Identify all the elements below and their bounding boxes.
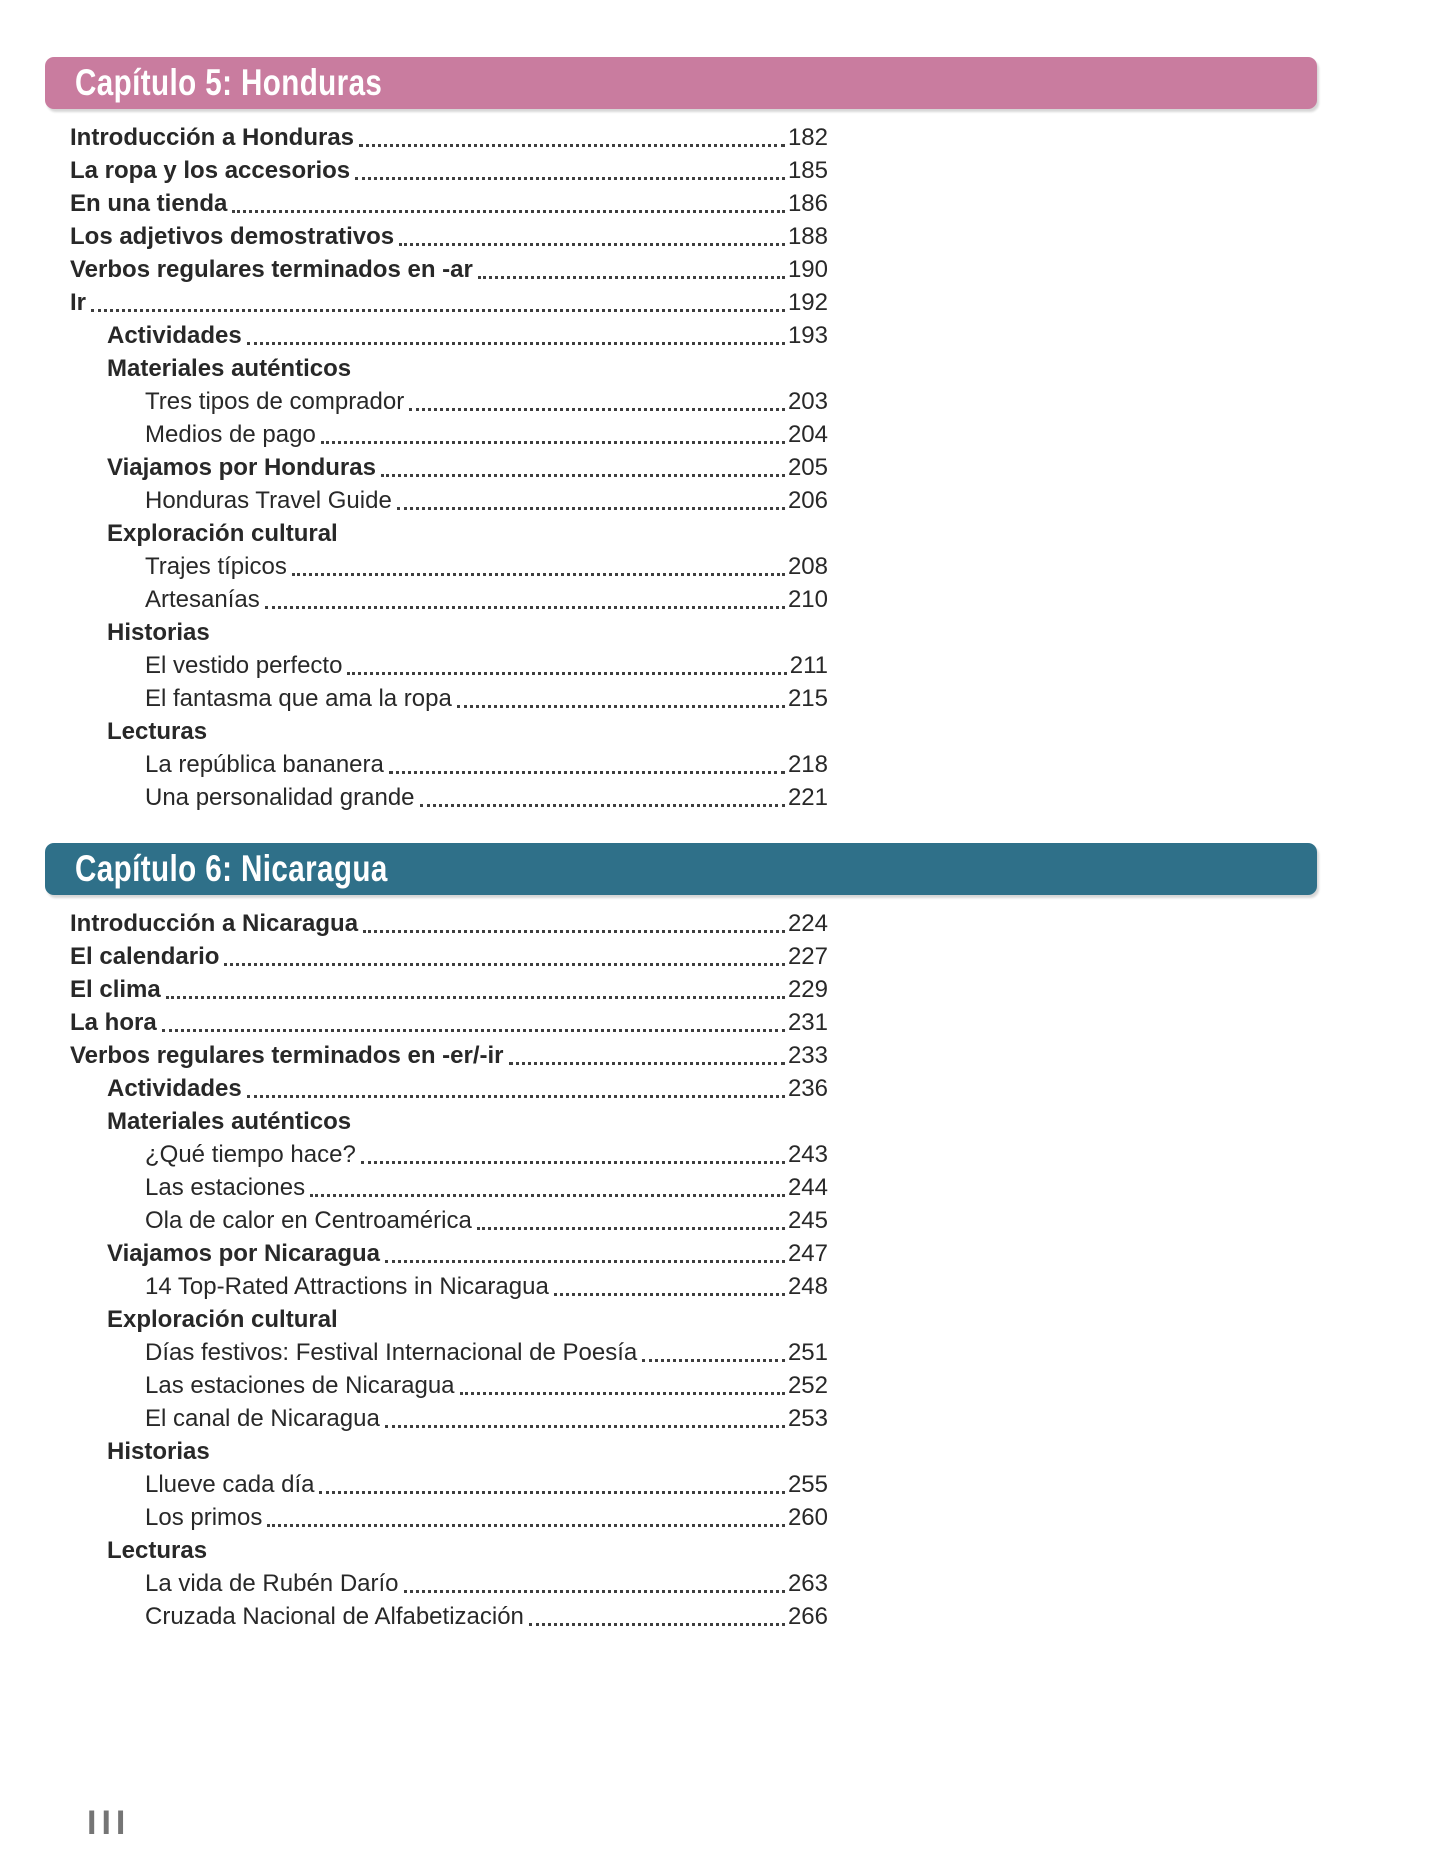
toc-entry-page-number: 204 (787, 421, 828, 448)
toc-page (45, 57, 1317, 1631)
toc-entry (70, 1235, 828, 1268)
toc-entry-label: Viajamos por Nicaragua (107, 1240, 380, 1267)
toc-entry-page-number: 188 (787, 223, 828, 250)
toc-entry-label: ¿Qué tiempo hace? (145, 1141, 356, 1168)
toc-entry-page-number: 248 (787, 1273, 828, 1300)
toc-entry (70, 1367, 828, 1400)
dot-leader (404, 1590, 785, 1593)
toc-entry-label: Actividades (107, 1075, 242, 1102)
toc-entry-page-number: 233 (787, 1042, 828, 1069)
toc-entry (70, 647, 828, 680)
toc-entry-label: La vida de Rubén Darío (145, 1570, 399, 1597)
dot-leader (385, 1425, 785, 1428)
toc-entry-label: Los adjetivos demostrativos (70, 223, 395, 250)
toc-entry (70, 119, 828, 152)
dot-leader (166, 996, 785, 999)
toc-entry-label: Introducción a Nicaragua (70, 910, 359, 937)
dot-leader (477, 1227, 785, 1230)
toc-entry (70, 1400, 828, 1433)
toc-entry (70, 284, 828, 317)
toc-entry-page-number: 193 (787, 322, 828, 349)
toc-entry-label: Historias (107, 619, 210, 646)
toc-entry (70, 581, 828, 614)
dot-leader (478, 276, 785, 279)
toc-entry-page-number: 244 (787, 1174, 828, 1201)
toc-entry (70, 416, 828, 449)
toc-entry (70, 680, 828, 713)
dot-leader (361, 1161, 785, 1164)
toc-entry (70, 1334, 828, 1367)
dot-leader (319, 1491, 784, 1494)
toc-entry (70, 713, 828, 746)
toc-entry (70, 1103, 828, 1136)
toc-entry-page-number: 255 (787, 1471, 828, 1498)
toc-entry-page-number: 266 (787, 1603, 828, 1630)
toc-entry-page-number: 211 (789, 652, 828, 679)
toc-entry-label: El vestido perfecto (145, 652, 343, 679)
toc-entry-label: Exploración cultural (107, 520, 338, 547)
dot-leader (397, 507, 785, 510)
chapter-5-banner (45, 57, 1317, 109)
toc-entry (70, 1268, 828, 1301)
toc-entry-page-number: 243 (787, 1141, 828, 1168)
dot-leader (381, 474, 785, 477)
toc-entry (70, 1301, 828, 1334)
toc-entry (70, 515, 828, 548)
toc-entry (70, 1499, 828, 1532)
toc-entry (70, 482, 828, 515)
toc-entry-label: 14 Top-Rated Attractions in Nicaragua (145, 1273, 549, 1300)
toc-entry-label: Ir (70, 289, 87, 316)
chapter-5-toc-list (70, 119, 828, 812)
dot-leader (399, 243, 785, 246)
toc-entry-page-number: 192 (787, 289, 828, 316)
chapter-6-toc-list (70, 905, 828, 1631)
dot-leader (224, 963, 785, 966)
toc-entry (70, 1598, 828, 1631)
toc-entry (70, 449, 828, 482)
dot-leader (385, 1260, 785, 1263)
toc-entry-page-number: 229 (787, 976, 828, 1003)
toc-entry-page-number: 251 (787, 1339, 828, 1366)
toc-entry-label: Exploración cultural (107, 1306, 338, 1333)
dot-leader (642, 1359, 785, 1362)
toc-entry-page-number: 203 (787, 388, 828, 415)
toc-entry-page-number: 205 (787, 454, 828, 481)
dot-leader (247, 342, 785, 345)
toc-entry (70, 971, 828, 1004)
dot-leader (267, 1524, 785, 1527)
toc-entry-label: Días festivos: Festival Internacional de Poesía (145, 1339, 638, 1366)
toc-entry (70, 746, 828, 779)
dot-leader (321, 441, 785, 444)
toc-entry-label: Materiales auténticos (107, 355, 352, 382)
dot-leader (529, 1623, 785, 1626)
toc-entry-page-number: 253 (787, 1405, 828, 1432)
toc-entry-label: Verbos regulares terminados en -ar (70, 256, 473, 283)
toc-entry (70, 1466, 828, 1499)
dot-leader (457, 705, 785, 708)
toc-entry-page-number: 247 (787, 1240, 828, 1267)
toc-entry-page-number: 260 (787, 1504, 828, 1531)
toc-entry-page-number: 190 (787, 256, 828, 283)
dot-leader (232, 210, 785, 213)
toc-entry-label: Honduras Travel Guide (145, 487, 392, 514)
toc-entry-label: Viajamos por Honduras (107, 454, 376, 481)
toc-entry-page-number: 236 (787, 1075, 828, 1102)
toc-entry-label: El canal de Nicaragua (145, 1405, 380, 1432)
dot-leader (162, 1029, 785, 1032)
toc-entry (70, 905, 828, 938)
chapter-5-title: Capítulo 5: Honduras (75, 62, 383, 103)
toc-entry-label: Materiales auténticos (107, 1108, 352, 1135)
toc-entry-label: Introducción a Honduras (70, 124, 355, 151)
toc-entry-label: Ola de calor en Centroamérica (145, 1207, 472, 1234)
toc-entry (70, 1070, 828, 1103)
toc-entry (70, 1202, 828, 1235)
toc-entry (70, 251, 828, 284)
chapter-6-section (45, 843, 1317, 1631)
toc-entry-label: Lecturas (107, 718, 208, 745)
toc-entry (70, 1565, 828, 1598)
toc-entry-label: Tres tipos de comprador (145, 388, 405, 415)
dot-leader (91, 309, 785, 312)
chapter-6-banner (45, 843, 1317, 895)
toc-entry-label: La hora (70, 1009, 157, 1036)
toc-entry (70, 938, 828, 971)
toc-entry-label: En una tienda (70, 190, 228, 217)
toc-entry-page-number: 186 (787, 190, 828, 217)
toc-entry (70, 548, 828, 581)
toc-entry-page-number: 208 (787, 553, 828, 580)
dot-leader (509, 1062, 785, 1065)
dot-leader (460, 1392, 785, 1395)
toc-entry-label: Medios de pago (145, 421, 316, 448)
toc-entry-label: Trajes típicos (145, 553, 287, 580)
toc-entry-label: El clima (70, 976, 161, 1003)
dot-leader (363, 930, 785, 933)
dot-leader (355, 177, 785, 180)
toc-entry-page-number: 215 (787, 685, 828, 712)
dot-leader (347, 672, 786, 675)
toc-entry-page-number: 263 (787, 1570, 828, 1597)
toc-entry-label: El calendario (70, 943, 220, 970)
toc-entry (70, 218, 828, 251)
toc-entry-page-number: 185 (787, 157, 828, 184)
dot-leader (292, 573, 785, 576)
toc-entry-label: Verbos regulares terminados en -er/-ir (70, 1042, 504, 1069)
toc-entry (70, 383, 828, 416)
toc-entry (70, 614, 828, 647)
toc-entry-page-number: 252 (787, 1372, 828, 1399)
toc-entry-label: Cruzada Nacional de Alfabetización (145, 1603, 524, 1630)
toc-entry (70, 1433, 828, 1466)
chapter-6-title: Capítulo 6: Nicaragua (75, 848, 388, 889)
toc-entry-page-number: 210 (787, 586, 828, 613)
toc-entry-label: Artesanías (145, 586, 260, 613)
dot-leader (389, 771, 785, 774)
toc-entry-label: Los primos (145, 1504, 263, 1531)
dot-leader (420, 804, 785, 807)
toc-entry-page-number: 206 (787, 487, 828, 514)
toc-entry (70, 1004, 828, 1037)
toc-entry (70, 1532, 828, 1565)
toc-entry (70, 152, 828, 185)
toc-entry (70, 1169, 828, 1202)
page-number-roman: III (87, 1804, 131, 1842)
toc-entry-page-number: 231 (787, 1009, 828, 1036)
toc-entry-label: Una personalidad grande (145, 784, 415, 811)
toc-entry-label: Actividades (107, 322, 242, 349)
chapter-5-section (45, 57, 1317, 812)
toc-entry (70, 1136, 828, 1169)
toc-entry-page-number: 218 (787, 751, 828, 778)
dot-leader (359, 144, 785, 147)
toc-entry-label: La república bananera (145, 751, 384, 778)
toc-entry (70, 185, 828, 218)
toc-entry-label: El fantasma que ama la ropa (145, 685, 452, 712)
toc-entry (70, 779, 828, 812)
toc-entry-label: Llueve cada día (145, 1471, 315, 1498)
toc-entry-page-number: 245 (787, 1207, 828, 1234)
toc-entry-page-number: 182 (787, 124, 828, 151)
toc-entry (70, 317, 828, 350)
dot-leader (310, 1194, 785, 1197)
dot-leader (265, 606, 785, 609)
toc-entry-label: La ropa y los accesorios (70, 157, 351, 184)
toc-entry-page-number: 221 (787, 784, 828, 811)
toc-entry-label: Las estaciones de Nicaragua (145, 1372, 455, 1399)
toc-entry-label: Las estaciones (145, 1174, 306, 1201)
dot-leader (409, 408, 785, 411)
toc-entry (70, 350, 828, 383)
toc-entry-page-number: 227 (787, 943, 828, 970)
toc-entry-label: Historias (107, 1438, 210, 1465)
dot-leader (247, 1095, 785, 1098)
dot-leader (554, 1293, 785, 1296)
toc-entry (70, 1037, 828, 1070)
toc-entry-page-number: 224 (787, 910, 828, 937)
toc-entry-label: Lecturas (107, 1537, 208, 1564)
